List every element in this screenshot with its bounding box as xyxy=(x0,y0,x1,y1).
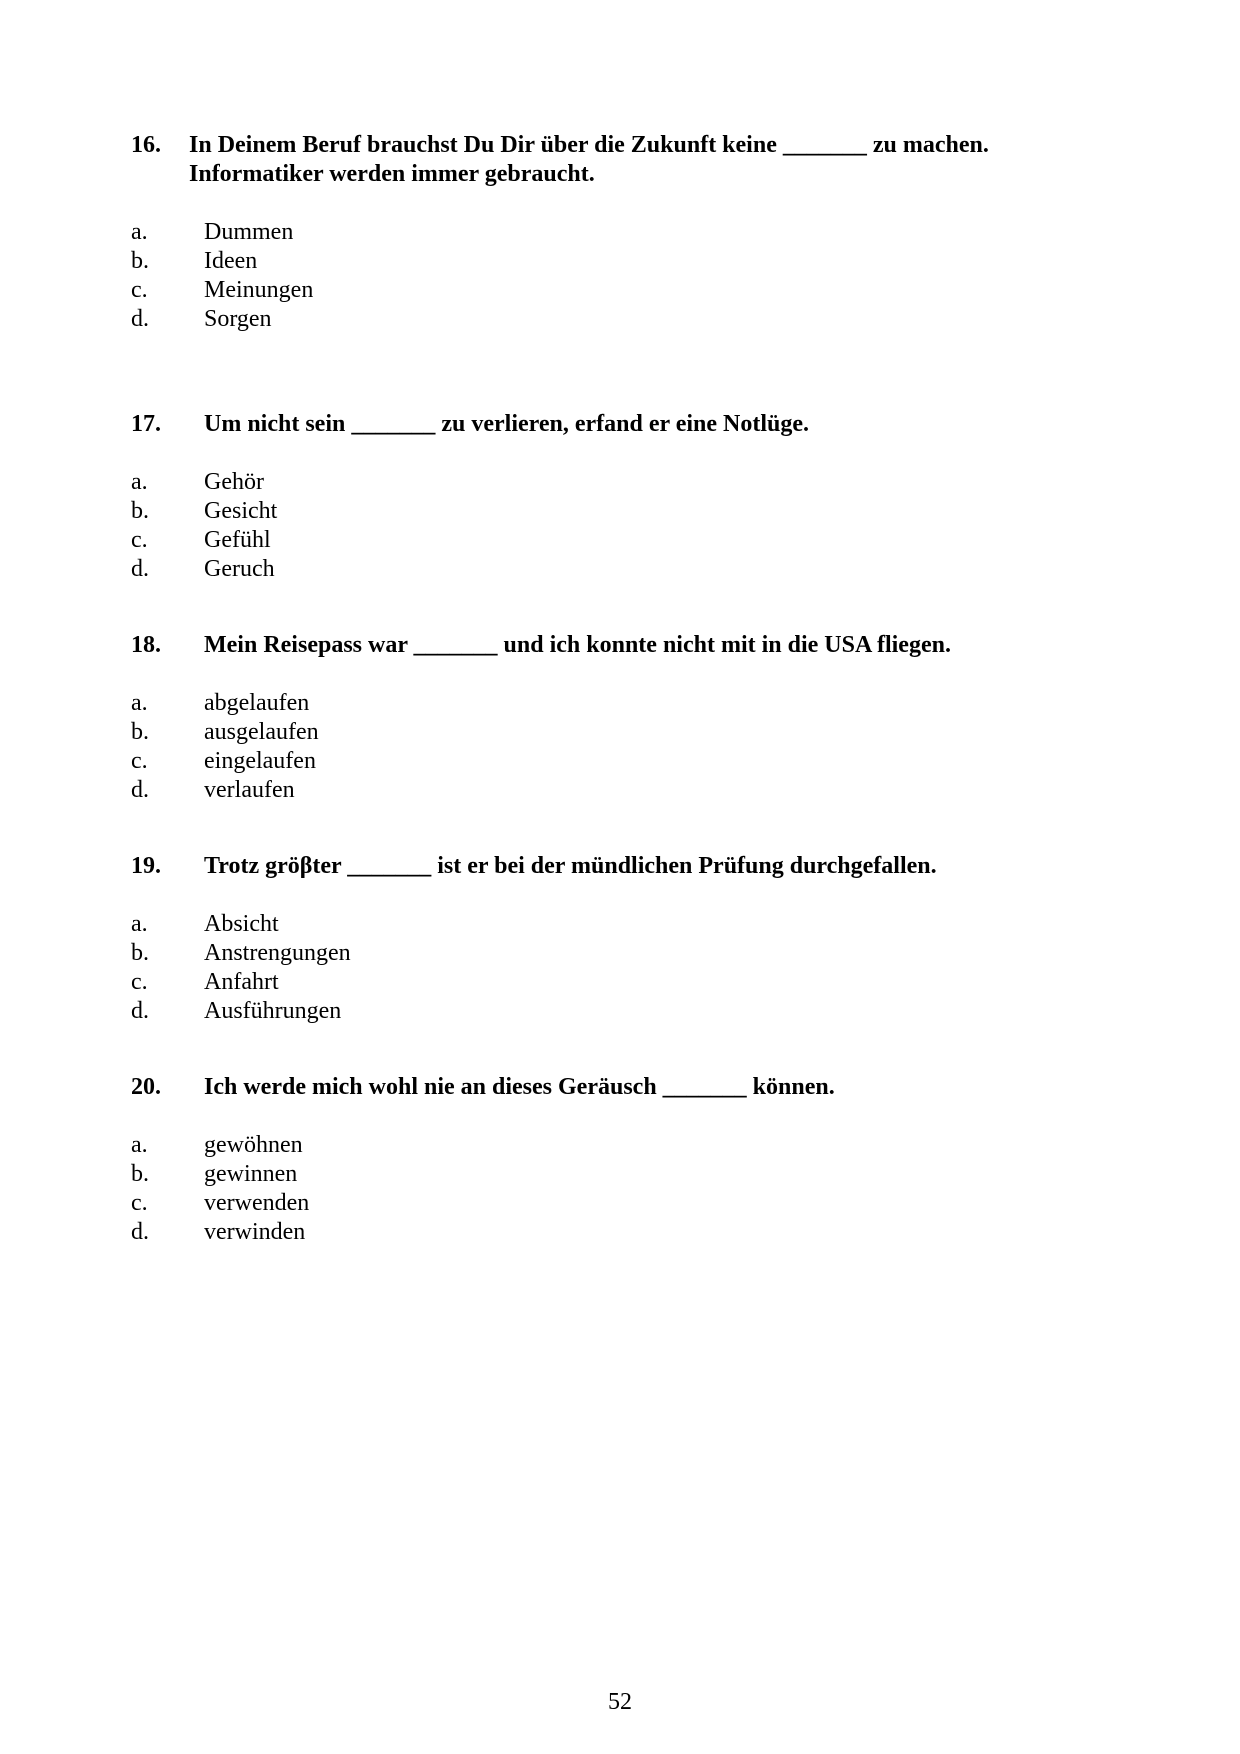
option-letter: a. xyxy=(131,1132,148,1158)
option-text: gewinnen xyxy=(204,1161,298,1187)
option-text: eingelaufen xyxy=(204,748,316,774)
option-text: verwinden xyxy=(204,1219,306,1245)
question-20 xyxy=(131,1073,1111,1245)
option-letter: c. xyxy=(131,277,148,303)
question-text: Um nicht sein _______ zu verlieren, erfand er eine Notlüge. xyxy=(204,411,810,437)
option-b[interactable] xyxy=(131,1160,731,1189)
option-b[interactable] xyxy=(131,718,731,747)
options-list xyxy=(131,468,731,584)
option-a[interactable] xyxy=(131,689,731,718)
option-c[interactable] xyxy=(131,276,731,305)
option-b[interactable] xyxy=(131,497,731,526)
option-text: Gefühl xyxy=(204,527,271,553)
options-list xyxy=(131,910,731,1026)
option-text: ausgelaufen xyxy=(204,719,319,745)
question-18-line-1 xyxy=(131,631,1111,660)
option-d[interactable] xyxy=(131,1218,731,1247)
options-list xyxy=(131,218,731,334)
option-letter: b. xyxy=(131,719,149,745)
question-number: 18. xyxy=(131,632,161,658)
option-c[interactable] xyxy=(131,526,731,555)
option-text: Anstrengungen xyxy=(204,940,351,966)
option-text: Ideen xyxy=(204,248,258,274)
option-c[interactable] xyxy=(131,747,731,776)
option-letter: b. xyxy=(131,1161,149,1187)
question-19 xyxy=(131,852,1111,1024)
question-19-line-1 xyxy=(131,852,1111,881)
question-number: 16. xyxy=(131,132,161,158)
option-letter: a. xyxy=(131,469,148,495)
question-16 xyxy=(131,131,1111,332)
question-18 xyxy=(131,631,1111,803)
question-text: In Deinem Beruf brauchst Du Dir über die Zukunft keine _______ zu machen. xyxy=(189,132,989,158)
option-text: Absicht xyxy=(204,911,279,937)
option-a[interactable] xyxy=(131,468,731,497)
option-d[interactable] xyxy=(131,555,731,584)
option-c[interactable] xyxy=(131,1189,731,1218)
option-b[interactable] xyxy=(131,939,731,968)
option-letter: a. xyxy=(131,911,148,937)
option-c[interactable] xyxy=(131,968,731,997)
option-text: Gesicht xyxy=(204,498,278,524)
question-number: 20. xyxy=(131,1074,161,1100)
option-letter: c. xyxy=(131,1190,148,1216)
option-text: Anfahrt xyxy=(204,969,279,995)
question-text: Trotz gröβter _______ ist er bei der mündlichen Prüfung durchgefallen. xyxy=(204,853,937,879)
option-letter: b. xyxy=(131,248,149,274)
option-text: gewöhnen xyxy=(204,1132,303,1158)
option-text: Dummen xyxy=(204,219,294,245)
option-letter: b. xyxy=(131,940,149,966)
option-b[interactable] xyxy=(131,247,731,276)
option-text: Geruch xyxy=(204,556,275,582)
option-letter: d. xyxy=(131,556,149,582)
question-16-line-1 xyxy=(131,131,1111,160)
option-d[interactable] xyxy=(131,997,731,1026)
page-number: 52 xyxy=(608,1689,632,1715)
question-17-line-1 xyxy=(131,410,1111,439)
option-letter: c. xyxy=(131,748,148,774)
option-text: Gehör xyxy=(204,469,264,495)
option-letter: c. xyxy=(131,527,148,553)
question-17 xyxy=(131,410,1111,582)
question-20-line-1 xyxy=(131,1073,1111,1102)
option-text: verwenden xyxy=(204,1190,310,1216)
option-letter: d. xyxy=(131,306,149,332)
option-text: Ausführungen xyxy=(204,998,342,1024)
option-letter: a. xyxy=(131,690,148,716)
question-16-line-2 xyxy=(131,160,1111,189)
option-a[interactable] xyxy=(131,1131,731,1160)
option-letter: d. xyxy=(131,1219,149,1245)
option-letter: c. xyxy=(131,969,148,995)
option-d[interactable] xyxy=(131,776,731,805)
option-text: Meinungen xyxy=(204,277,314,303)
option-letter: a. xyxy=(131,219,148,245)
options-list xyxy=(131,689,731,805)
option-text: verlaufen xyxy=(204,777,295,803)
option-letter: d. xyxy=(131,998,149,1024)
question-text-continued: Informatiker werden immer gebraucht. xyxy=(189,161,595,187)
question-number: 19. xyxy=(131,853,161,879)
option-a[interactable] xyxy=(131,218,731,247)
options-list xyxy=(131,1131,731,1247)
option-text: abgelaufen xyxy=(204,690,310,716)
question-number: 17. xyxy=(131,411,161,437)
option-text: Sorgen xyxy=(204,306,272,332)
option-letter: b. xyxy=(131,498,149,524)
question-text: Ich werde mich wohl nie an dieses Geräusch _______ können. xyxy=(204,1074,835,1100)
question-text: Mein Reisepass war _______ und ich konnte nicht mit in die USA fliegen. xyxy=(204,632,951,658)
option-letter: d. xyxy=(131,777,149,803)
option-a[interactable] xyxy=(131,910,731,939)
option-d[interactable] xyxy=(131,305,731,334)
